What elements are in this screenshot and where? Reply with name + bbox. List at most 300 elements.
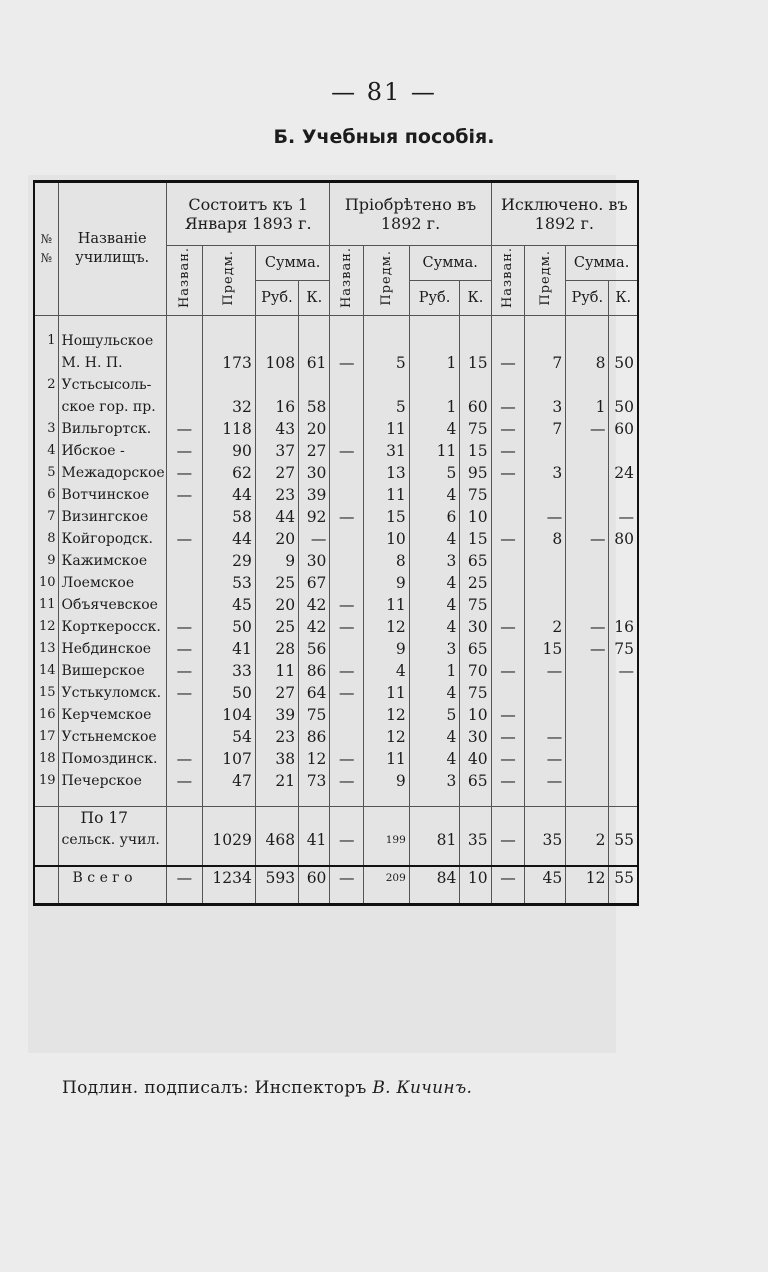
cell-c12 xyxy=(609,682,638,704)
row-number: 14 xyxy=(34,660,58,682)
cell-c3: 9 xyxy=(255,550,298,572)
blank-cell xyxy=(460,807,491,830)
row-number: 19 xyxy=(34,770,58,792)
blank-cell xyxy=(255,330,298,352)
cell-c6: 199 xyxy=(364,829,410,851)
cell-c5: — xyxy=(330,506,364,528)
cell-c8: 75 xyxy=(460,484,491,506)
spacer-cell xyxy=(609,851,638,866)
signature-line xyxy=(62,1078,472,1098)
cell-c12 xyxy=(609,440,638,462)
blank-cell xyxy=(566,374,609,396)
cell-c11: — xyxy=(566,418,609,440)
row-number: 3 xyxy=(34,418,58,440)
cell-c4: 60 xyxy=(299,866,330,889)
cell-c2: 41 xyxy=(202,638,255,660)
blank-cell xyxy=(525,807,566,830)
cell-c7: 6 xyxy=(409,506,460,528)
cell-c9 xyxy=(491,682,525,704)
header-summa-3: Сумма. xyxy=(566,246,638,281)
table-row xyxy=(34,550,638,572)
cell-c1: — xyxy=(166,462,202,484)
spacer-cell xyxy=(166,316,202,331)
cell-c10: 15 xyxy=(525,638,566,660)
header-summa-1: Сумма. xyxy=(255,246,330,281)
blank-cell xyxy=(491,374,525,396)
cell-c12: 55 xyxy=(609,866,638,889)
spacer-cell xyxy=(460,889,491,905)
cell-c5: — xyxy=(330,616,364,638)
cell-c5 xyxy=(330,550,364,572)
cell-c8: 75 xyxy=(460,594,491,616)
spacer-cell xyxy=(255,316,298,331)
subtotal-row xyxy=(34,829,638,851)
cell-c2: 90 xyxy=(202,440,255,462)
spacer-cell xyxy=(609,889,638,905)
cell-c11 xyxy=(566,704,609,726)
cell-c3: 23 xyxy=(255,484,298,506)
school-name: Вотчинское xyxy=(58,484,166,506)
cell-c2: 58 xyxy=(202,506,255,528)
spacer-cell xyxy=(299,316,330,331)
school-name: Объячевское xyxy=(58,594,166,616)
spacer-cell xyxy=(525,851,566,866)
spacer-cell xyxy=(34,792,58,807)
school-name: Межадорское xyxy=(58,462,166,484)
cell-c12 xyxy=(609,748,638,770)
spacer-cell xyxy=(609,792,638,807)
spacer-cell xyxy=(364,889,410,905)
header-kop-3: К. xyxy=(609,281,638,316)
blank-cell xyxy=(364,374,410,396)
cell-c1: — xyxy=(166,440,202,462)
cell-c12: 55 xyxy=(609,829,638,851)
cell-c9: — xyxy=(491,396,525,418)
cell-c4: 86 xyxy=(299,660,330,682)
cell-c10: — xyxy=(525,660,566,682)
cell-c6: 11 xyxy=(364,748,410,770)
spacer-cell xyxy=(460,316,491,331)
table-row xyxy=(34,638,638,660)
blank-cell xyxy=(491,330,525,352)
cell-c6: 5 xyxy=(364,352,410,374)
inspector-signature: В. Кичинъ. xyxy=(372,1078,473,1098)
cell-c8: 35 xyxy=(460,829,491,851)
blank-cell xyxy=(460,330,491,352)
spacer-cell xyxy=(299,851,330,866)
cell-c12: 60 xyxy=(609,418,638,440)
cell-c7: 4 xyxy=(409,682,460,704)
cell-c7: 3 xyxy=(409,550,460,572)
cell-c9: — xyxy=(491,616,525,638)
cell-c2: 104 xyxy=(202,704,255,726)
cell-c12 xyxy=(609,726,638,748)
cell-c11 xyxy=(566,440,609,462)
cell-c2: 118 xyxy=(202,418,255,440)
blank-cell xyxy=(299,374,330,396)
cell-c2: 33 xyxy=(202,660,255,682)
cell-c9 xyxy=(491,506,525,528)
cell-c8: 30 xyxy=(460,726,491,748)
cell-c2: 53 xyxy=(202,572,255,594)
school-name: Кажимское xyxy=(58,550,166,572)
subtotal-label: По 17 xyxy=(58,807,166,830)
blank-cell xyxy=(34,352,58,374)
cell-c6: 12 xyxy=(364,726,410,748)
cell-c1: — xyxy=(166,682,202,704)
cell-c1: — xyxy=(166,770,202,792)
blank-cell xyxy=(364,807,410,830)
cell-c8: 15 xyxy=(460,440,491,462)
cell-c7: 11 xyxy=(409,440,460,462)
spacer-cell xyxy=(460,851,491,866)
cell-c10: 3 xyxy=(525,396,566,418)
cell-c12: 50 xyxy=(609,396,638,418)
spacer-cell xyxy=(255,889,298,905)
blank-cell xyxy=(202,330,255,352)
spacer-cell xyxy=(166,792,202,807)
cell-c4: 30 xyxy=(299,462,330,484)
cell-c7: 1 xyxy=(409,396,460,418)
cell-c10: 7 xyxy=(525,418,566,440)
cell-c8: 95 xyxy=(460,462,491,484)
cell-c9: — xyxy=(491,660,525,682)
cell-c1: — xyxy=(166,528,202,550)
cell-c1 xyxy=(166,594,202,616)
cell-c11 xyxy=(566,462,609,484)
cell-c6: 9 xyxy=(364,638,410,660)
cell-c11: — xyxy=(566,528,609,550)
spacer-cell xyxy=(299,889,330,905)
cell-c2: 107 xyxy=(202,748,255,770)
spacer-cell xyxy=(330,316,364,331)
cell-c9: — xyxy=(491,770,525,792)
cell-c11: 12 xyxy=(566,866,609,889)
header-name: Названіе училищъ. xyxy=(58,182,166,316)
cell-c9 xyxy=(491,572,525,594)
table-row xyxy=(34,704,638,726)
cell-c8: 65 xyxy=(460,638,491,660)
cell-c5 xyxy=(330,638,364,660)
cell-c12: 24 xyxy=(609,462,638,484)
school-name: Вишерское xyxy=(58,660,166,682)
header-group-excluded: Исключено. въ 1892 г. xyxy=(491,182,638,246)
spacer-cell xyxy=(202,316,255,331)
cell-c1 xyxy=(166,506,202,528)
cell-c10: 3 xyxy=(525,462,566,484)
school-name: Помоздинск. xyxy=(58,748,166,770)
cell-c11 xyxy=(566,594,609,616)
spacer-cell xyxy=(255,851,298,866)
cell-c6: 12 xyxy=(364,704,410,726)
cell-c2: 47 xyxy=(202,770,255,792)
spacer-cell xyxy=(166,851,202,866)
cell-c12: — xyxy=(609,660,638,682)
spacer-cell xyxy=(330,889,364,905)
cell-c7: 1 xyxy=(409,352,460,374)
blank-cell xyxy=(34,866,58,889)
cell-c2: 50 xyxy=(202,682,255,704)
cell-c5: — xyxy=(330,594,364,616)
row-number: 2 xyxy=(34,374,58,396)
cell-c5 xyxy=(330,726,364,748)
spacer-cell xyxy=(409,792,460,807)
cell-c2: 32 xyxy=(202,396,255,418)
cell-c3: 16 xyxy=(255,396,298,418)
cell-c11: 1 xyxy=(566,396,609,418)
spacer-cell xyxy=(58,851,166,866)
cell-c4: — xyxy=(299,528,330,550)
cell-c1: — xyxy=(166,484,202,506)
blank-cell xyxy=(609,374,638,396)
blank-cell xyxy=(609,330,638,352)
table-row xyxy=(34,770,638,792)
cell-c8: 15 xyxy=(460,528,491,550)
spacer-cell xyxy=(364,792,410,807)
cell-c10: 35 xyxy=(525,829,566,851)
spacer-cell xyxy=(566,851,609,866)
cell-c12 xyxy=(609,594,638,616)
total-label: В с е г о xyxy=(58,866,166,889)
cell-c8: 65 xyxy=(460,770,491,792)
blank-cell xyxy=(202,374,255,396)
cell-c3: 43 xyxy=(255,418,298,440)
row-number: 16 xyxy=(34,704,58,726)
table-row xyxy=(34,616,638,638)
cell-c7: 3 xyxy=(409,638,460,660)
cell-c6: 12 xyxy=(364,616,410,638)
cell-c3: 20 xyxy=(255,594,298,616)
cell-c8: 10 xyxy=(460,506,491,528)
cell-c12 xyxy=(609,484,638,506)
table-row xyxy=(34,484,638,506)
cell-c10: 7 xyxy=(525,352,566,374)
header-predm-3: Предм. xyxy=(525,246,566,316)
spacer-cell xyxy=(330,792,364,807)
header-kop-1: К. xyxy=(299,281,330,316)
cell-c10 xyxy=(525,594,566,616)
cell-c7: 4 xyxy=(409,484,460,506)
spacer-cell xyxy=(566,792,609,807)
header-kop-2: К. xyxy=(460,281,491,316)
cell-c11 xyxy=(566,682,609,704)
spacer-cell xyxy=(491,851,525,866)
table-row xyxy=(34,572,638,594)
cell-c3: 25 xyxy=(255,616,298,638)
spacer-cell xyxy=(202,792,255,807)
row-number: 15 xyxy=(34,682,58,704)
cell-c4: 42 xyxy=(299,594,330,616)
subtotal-label-2: сельск. учил. xyxy=(58,829,166,851)
cell-c8: 65 xyxy=(460,550,491,572)
table-row xyxy=(34,506,638,528)
cell-c4: 61 xyxy=(299,352,330,374)
cell-c8: 10 xyxy=(460,866,491,889)
cell-c4: 86 xyxy=(299,726,330,748)
cell-c12: 16 xyxy=(609,616,638,638)
cell-c1: — xyxy=(166,660,202,682)
blank-cell xyxy=(34,807,58,830)
cell-c11 xyxy=(566,572,609,594)
spacer-row xyxy=(34,851,638,866)
row-number: 1 xyxy=(34,330,58,352)
cell-c5 xyxy=(330,418,364,440)
cell-c3: 21 xyxy=(255,770,298,792)
cell-c4: 75 xyxy=(299,704,330,726)
cell-c6: 9 xyxy=(364,572,410,594)
cell-c8: 30 xyxy=(460,616,491,638)
spacer-cell xyxy=(525,316,566,331)
cell-c5 xyxy=(330,484,364,506)
blank-cell xyxy=(525,374,566,396)
cell-c2: 50 xyxy=(202,616,255,638)
cell-c11: — xyxy=(566,638,609,660)
cell-c10: 8 xyxy=(525,528,566,550)
cell-c1: — xyxy=(166,638,202,660)
row-number: 11 xyxy=(34,594,58,616)
cell-c4: 20 xyxy=(299,418,330,440)
school-name: Небдинское xyxy=(58,638,166,660)
cell-c6: 11 xyxy=(364,682,410,704)
cell-c5 xyxy=(330,462,364,484)
cell-c7: 84 xyxy=(409,866,460,889)
spacer-cell xyxy=(202,889,255,905)
cell-c3: 37 xyxy=(255,440,298,462)
spacer-cell xyxy=(58,889,166,905)
row-number: 18 xyxy=(34,748,58,770)
cell-c10: — xyxy=(525,506,566,528)
blank-cell xyxy=(566,330,609,352)
blank-cell xyxy=(491,807,525,830)
cell-c8: 70 xyxy=(460,660,491,682)
spacer-cell xyxy=(491,316,525,331)
page-number: — 81 — xyxy=(331,78,437,106)
cell-c4: 56 xyxy=(299,638,330,660)
spacer-cell xyxy=(364,316,410,331)
blank-cell xyxy=(364,330,410,352)
school-name: Керчемское xyxy=(58,704,166,726)
section-title: Б. Учебныя пособія. xyxy=(273,126,495,148)
cell-c11 xyxy=(566,770,609,792)
cell-c11 xyxy=(566,550,609,572)
cell-c10: 45 xyxy=(525,866,566,889)
cell-c1: — xyxy=(166,866,202,889)
cell-c4: 30 xyxy=(299,550,330,572)
cell-c3: 11 xyxy=(255,660,298,682)
cell-c4: 42 xyxy=(299,616,330,638)
cell-c12: 50 xyxy=(609,352,638,374)
cell-c5: — xyxy=(330,866,364,889)
cell-c12 xyxy=(609,572,638,594)
cell-c5: — xyxy=(330,682,364,704)
cell-c11: 2 xyxy=(566,829,609,851)
cell-c7: 1 xyxy=(409,660,460,682)
cell-c3: 39 xyxy=(255,704,298,726)
cell-c2: 54 xyxy=(202,726,255,748)
cell-c6: 209 xyxy=(364,866,410,889)
blank-cell xyxy=(166,374,202,396)
blank-cell xyxy=(299,807,330,830)
spacer-cell xyxy=(166,889,202,905)
subtotal-row-label xyxy=(34,807,638,830)
spacer-row xyxy=(34,889,638,905)
cell-c4: 27 xyxy=(299,440,330,462)
spacer-cell xyxy=(566,889,609,905)
cell-c2: 45 xyxy=(202,594,255,616)
cell-c5 xyxy=(330,572,364,594)
cell-c10 xyxy=(525,440,566,462)
table-row xyxy=(34,374,638,396)
cell-c9: — xyxy=(491,462,525,484)
blank-cell xyxy=(255,374,298,396)
cell-c11 xyxy=(566,660,609,682)
school-name: Корткеросск. xyxy=(58,616,166,638)
school-name: Ибское - xyxy=(58,440,166,462)
cell-c2: 44 xyxy=(202,484,255,506)
blank-cell xyxy=(166,330,202,352)
cell-c11: — xyxy=(566,616,609,638)
cell-c12 xyxy=(609,770,638,792)
cell-c7: 5 xyxy=(409,462,460,484)
cell-c9 xyxy=(491,550,525,572)
cell-c2: 1234 xyxy=(202,866,255,889)
cell-c1 xyxy=(166,829,202,851)
blank-cell xyxy=(34,396,58,418)
cell-c8: 75 xyxy=(460,682,491,704)
cell-c1: — xyxy=(166,418,202,440)
spacer-cell xyxy=(34,316,58,331)
cell-c8: 10 xyxy=(460,704,491,726)
cell-c6: 13 xyxy=(364,462,410,484)
header-nazv-1: Назван. xyxy=(166,246,202,316)
cell-c3: 468 xyxy=(255,829,298,851)
cell-c9 xyxy=(491,594,525,616)
cell-c6: 5 xyxy=(364,396,410,418)
spacer-cell xyxy=(255,792,298,807)
cell-c10 xyxy=(525,572,566,594)
cell-c9: — xyxy=(491,528,525,550)
spacer-cell xyxy=(409,889,460,905)
school-name: Лоемское xyxy=(58,572,166,594)
spacer-row xyxy=(34,792,638,807)
cell-c8: 25 xyxy=(460,572,491,594)
table-row-continued xyxy=(34,352,638,374)
blank-cell xyxy=(609,807,638,830)
cell-c12: — xyxy=(609,506,638,528)
spacer-cell xyxy=(202,851,255,866)
cell-c9: — xyxy=(491,748,525,770)
cell-c2: 1029 xyxy=(202,829,255,851)
cell-c4: 67 xyxy=(299,572,330,594)
cell-c1 xyxy=(166,572,202,594)
cell-c3: 593 xyxy=(255,866,298,889)
cell-c1 xyxy=(166,396,202,418)
spacer-cell xyxy=(491,889,525,905)
cell-c9: — xyxy=(491,726,525,748)
cell-c7: 4 xyxy=(409,594,460,616)
cell-c5: — xyxy=(330,440,364,462)
table-row xyxy=(34,462,638,484)
cell-c3: 44 xyxy=(255,506,298,528)
cell-c7: 4 xyxy=(409,418,460,440)
school-name: Печерское xyxy=(58,770,166,792)
cell-c5: — xyxy=(330,748,364,770)
cell-c10: — xyxy=(525,726,566,748)
cell-c9 xyxy=(491,484,525,506)
blank-cell xyxy=(34,829,58,851)
cell-c6: 8 xyxy=(364,550,410,572)
cell-c10 xyxy=(525,550,566,572)
